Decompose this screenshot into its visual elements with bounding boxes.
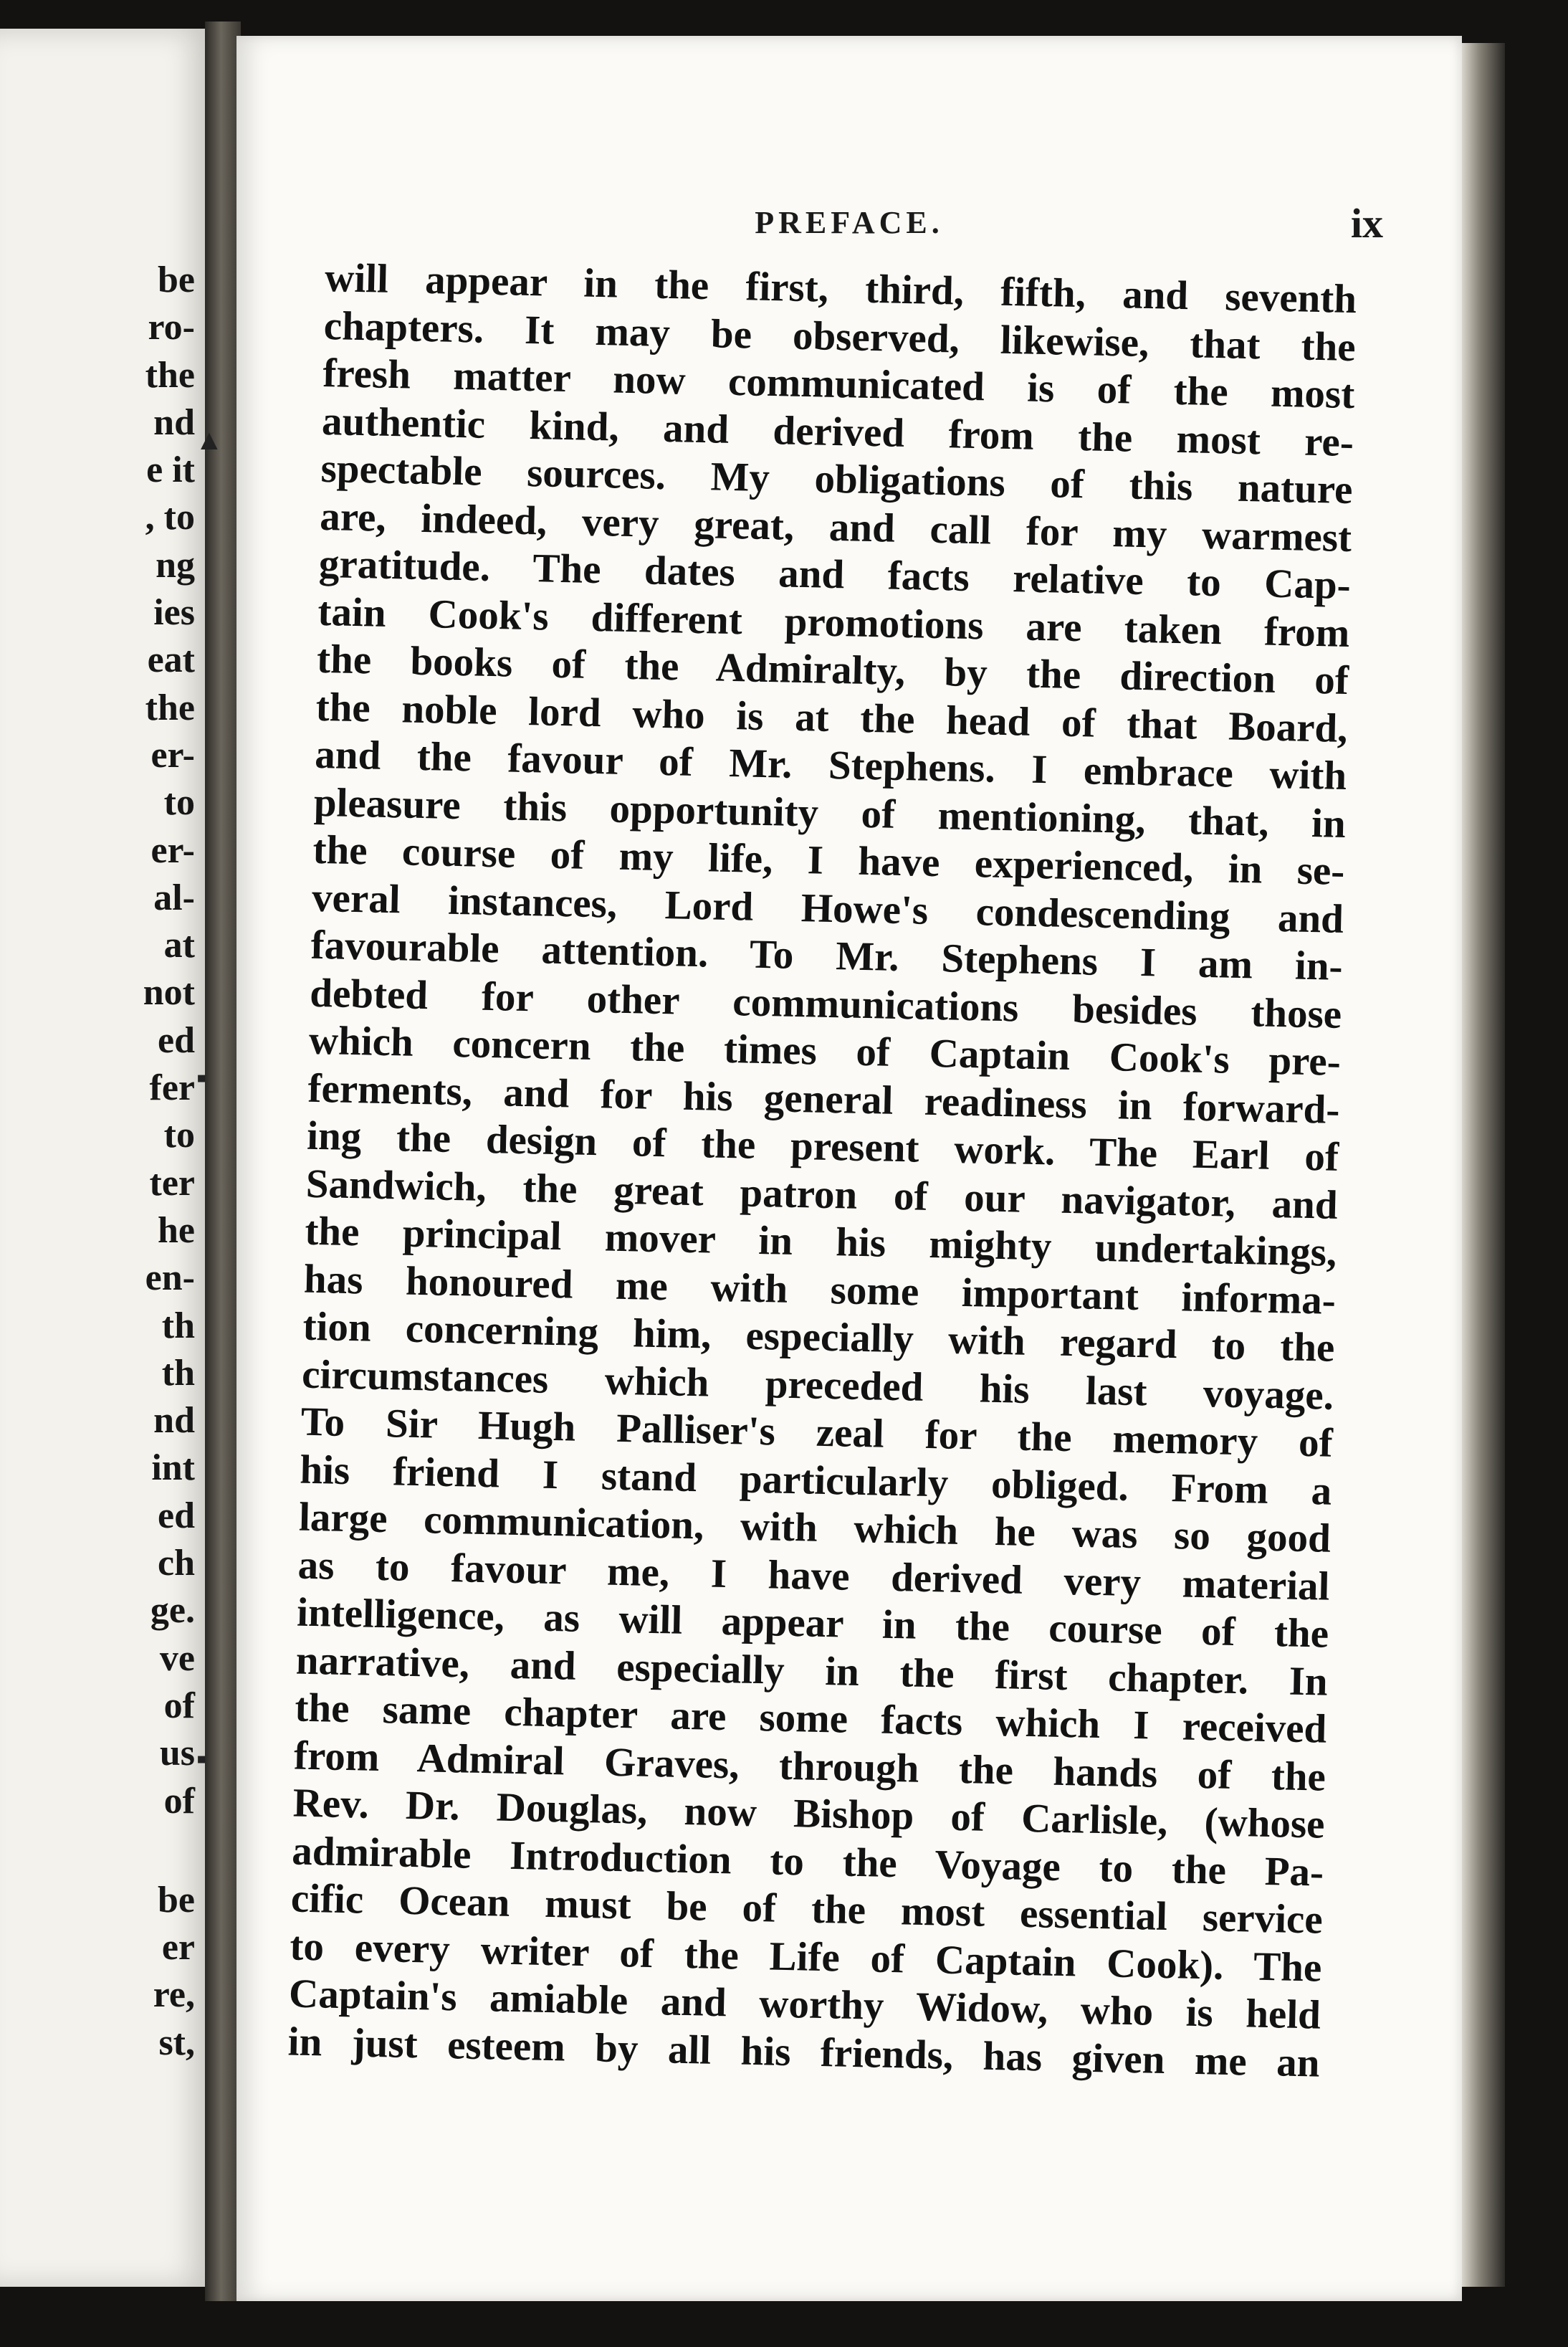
page-edge bbox=[1462, 43, 1505, 2287]
left-line: of bbox=[163, 1780, 195, 1822]
text-line: tain Cook's different promotions are taken from bbox=[317, 589, 1350, 656]
left-line: at bbox=[163, 925, 195, 966]
text-line: circumstances which preceded his last voyage. bbox=[301, 1351, 1334, 1419]
page-body-text bbox=[287, 254, 1357, 2087]
text-line: Captain's amiable and worthy Widow, who is held bbox=[288, 1971, 1321, 2038]
book-gutter bbox=[195, 22, 241, 2301]
text-line: his friend I stand particularly obliged. From a bbox=[299, 1447, 1332, 1514]
text-line: as to favour me, I have derived very material bbox=[297, 1542, 1331, 1609]
text-line: the same chapter are some facts which I received bbox=[294, 1685, 1327, 1752]
text-line: ing the design of the present work. The Earl of bbox=[306, 1113, 1339, 1180]
left-line: ro- bbox=[148, 307, 195, 348]
text-line: narrative, and especially in the first chapter. In bbox=[295, 1637, 1329, 1705]
text-line: will appear in the first, third, fifth, and seventh bbox=[324, 254, 1357, 323]
text-line: fresh matter now communicated is of the most bbox=[322, 350, 1355, 418]
text-line: to every writer of the Life of Captain Cook). The bbox=[289, 1923, 1322, 1991]
left-line: er- bbox=[150, 734, 195, 776]
left-line: ge. bbox=[150, 1590, 195, 1632]
left-line: the bbox=[145, 354, 195, 396]
text-line: are, indeed, very great, and call for my warmest bbox=[319, 493, 1352, 561]
left-line: , to bbox=[145, 497, 195, 538]
binding-mark: ▲ bbox=[195, 424, 224, 456]
binding-mark: ▪ bbox=[196, 1743, 207, 1775]
text-line: intelligence, as will appear in the course of the bbox=[296, 1589, 1329, 1657]
left-line: re, bbox=[153, 1974, 195, 2016]
text-line: has honoured me with some important informa- bbox=[303, 1256, 1337, 1323]
text-line: the books of the Admiralty, by the direction of bbox=[316, 636, 1349, 704]
text-line: tion concerning him, especially with regard to the bbox=[302, 1303, 1336, 1371]
text-line: chapters. It may be observed, likewise, that the bbox=[323, 303, 1357, 370]
book-page bbox=[236, 36, 1462, 2301]
text-line: the principal mover in his mighty undertakings, bbox=[304, 1208, 1337, 1275]
left-line: ch bbox=[158, 1543, 195, 1584]
left-line: of bbox=[163, 1685, 195, 1726]
left-line: the bbox=[145, 687, 195, 728]
left-line: ed bbox=[158, 1019, 195, 1061]
text-line: the course of my life, I have experienced, in se- bbox=[312, 827, 1345, 894]
binding-mark: ▪ bbox=[196, 1062, 207, 1094]
text-line: To Sir Hugh Palliser's zeal for the memory of bbox=[300, 1399, 1334, 1466]
running-head: PREFACE. bbox=[755, 205, 944, 240]
text-line: gratitude. The dates and facts relative to Cap- bbox=[318, 541, 1352, 609]
text-line: cific Ocean must be of the most essential service bbox=[290, 1875, 1324, 1943]
left-line: to bbox=[163, 782, 195, 824]
left-line: st, bbox=[158, 2022, 195, 2063]
left-line: ter bbox=[149, 1162, 195, 1204]
text-line: spectable sources. My obligations of this nature bbox=[320, 445, 1354, 513]
left-line: fer bbox=[149, 1067, 195, 1109]
left-line: ed bbox=[158, 1495, 195, 1536]
left-line: int bbox=[151, 1447, 195, 1489]
left-line: nd bbox=[153, 401, 195, 443]
text-line: veral instances, Lord Howe's condescending and bbox=[311, 875, 1344, 942]
left-line: th bbox=[161, 1305, 195, 1346]
left-line: ies bbox=[153, 592, 195, 634]
text-line: large communication, with which he was so good bbox=[298, 1494, 1332, 1561]
page-number: ix bbox=[1350, 200, 1383, 247]
left-line: ng bbox=[156, 544, 195, 586]
text-line: favourable attention. To Mr. Stephens I am in- bbox=[310, 922, 1344, 989]
text-line: in just esteem by all his friends, has given me an bbox=[287, 2018, 1321, 2086]
left-line: en- bbox=[145, 1257, 195, 1299]
text-line: ferments, and for his general readiness in forward- bbox=[307, 1065, 1340, 1133]
left-line: nd bbox=[153, 1400, 195, 1442]
left-line: us bbox=[159, 1733, 195, 1774]
left-line: not bbox=[143, 972, 195, 1014]
text-line: and the favour of Mr. Stephens. I embrace with bbox=[314, 731, 1347, 799]
text-line: authentic kind, and derived from the most re- bbox=[321, 398, 1354, 465]
text-line: admirable Introduction to the Voyage to the Pa- bbox=[291, 1828, 1324, 1895]
left-line: e it bbox=[146, 449, 195, 491]
left-page-text bbox=[143, 257, 195, 2067]
text-line: debted for other communications besides those bbox=[309, 970, 1342, 1037]
left-line: eat bbox=[147, 639, 195, 681]
text-line: pleasure this opportunity of mentioning, that, in bbox=[313, 779, 1347, 847]
left-line: er- bbox=[150, 829, 195, 871]
text-line: Rev. Dr. Douglas, now Bishop of Carlisle, (whose bbox=[292, 1780, 1326, 1847]
left-line-gap bbox=[143, 1825, 195, 1877]
left-line: be bbox=[158, 260, 195, 300]
text-line: Sandwich, the great patron of our navigator, and bbox=[305, 1161, 1339, 1228]
left-line: th bbox=[161, 1352, 195, 1394]
left-page bbox=[0, 29, 215, 2287]
left-line: he bbox=[158, 1209, 195, 1251]
text-line: which concern the times of Captain Cook's pre- bbox=[308, 1017, 1342, 1085]
text-line: from Admiral Graves, through the hands of the bbox=[293, 1733, 1326, 1800]
left-line: ve bbox=[159, 1637, 195, 1679]
left-line: er bbox=[161, 1927, 195, 1968]
left-line: to bbox=[163, 1115, 195, 1156]
left-line: al- bbox=[153, 877, 195, 918]
text-line: the noble lord who is at the head of that Board, bbox=[315, 684, 1349, 751]
left-line: be bbox=[158, 1879, 195, 1920]
